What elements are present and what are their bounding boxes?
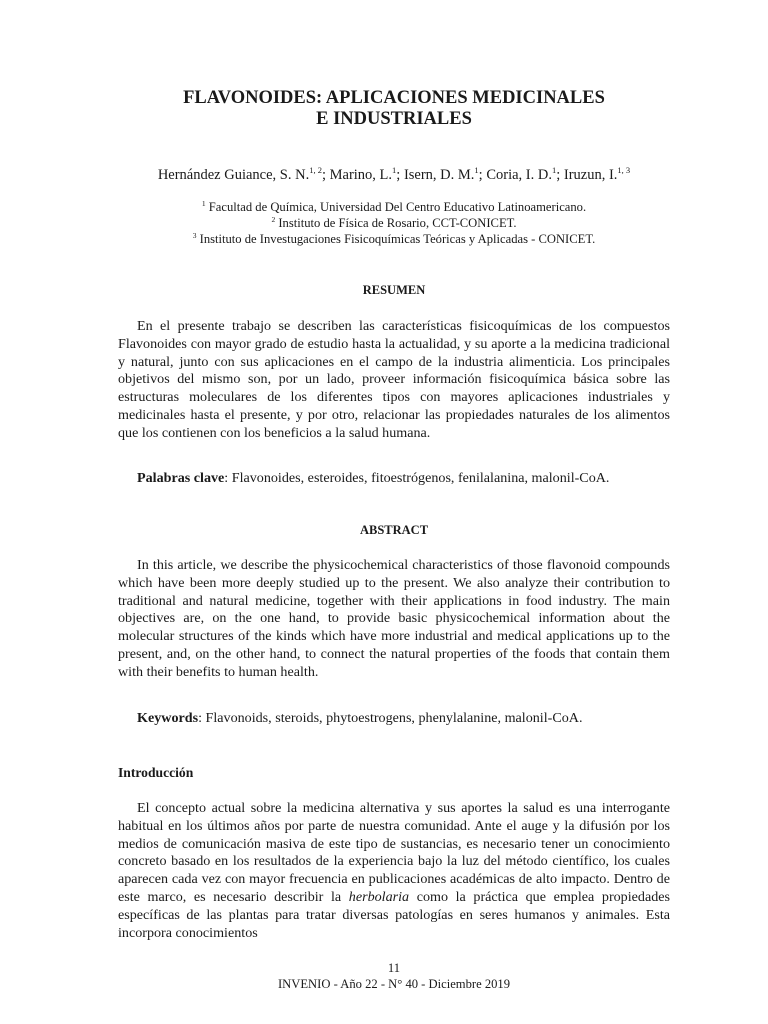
affiliation: $^3$ Instituto de Investugaciones Fisicoquímicas Teóricas y Aplicadas - CONICET. <box>192 231 596 246</box>
author: Marino, L.$^1$; <box>329 165 404 183</box>
author: Coria, I. D.$^1$; <box>486 165 564 183</box>
journal-footer: INVENIO - Año 22 - N° 40 - Diciembre 2019 <box>277 977 511 991</box>
affiliation-list <box>118 199 670 247</box>
affiliation: $^1$ Facultad de Química, Universidad Del Centro Educativo Latinoamericano. <box>201 199 587 214</box>
abstract-keywords: Keywords: Flavonoids, steroids, phytoestrogens, phenylalanine, malonil-CoA. <box>137 710 583 726</box>
title-line-2: E INDUSTRIALES <box>316 109 472 129</box>
herbolaria-term: herbolaria <box>348 888 410 905</box>
author: Isern, D. M.$^1$; <box>403 165 487 183</box>
resumen-heading: RESUMEN <box>362 283 426 297</box>
resumen-body: En el presente trabajo se describen las características fisicoquímicas de los compuestos Flavonoides con mayor grado de estudio hasta la actualidad, y su aporte a la medicina tradicional y natural, junto con sus aplicaciones en el campo de la industria alimenticia. Los principales objetivos del mismo son, por un lado, proveer información fisicoquímica básica sobre las estructuras moleculares de los diferentes tipos con mayores aplicaciones industriales y medicinales hasta el presente, y por otro, relacionar las propiedades naturales de los alimentos que los contienen con los beneficios a la salud humana. <box>118 318 670 441</box>
article-title <box>118 88 670 130</box>
author-list <box>118 166 670 184</box>
article-page <box>118 0 670 1024</box>
introduccion-body: El concepto actual sobre la medicina alternativa y sus aportes la salud es una interrogante habitual en los últimos años por parte de nuestra comunidad. Ante el auge y la difusión por los medios de comunicación masiva de este tipo de sustancias, es necesario tener un conocimiento concreto basado en los resultados de la experiencia bajo la luz del método científico, los cuales aparecen cada vez con mayor frecuencia en publicaciones académicas de alto impacto. Dentro de este marco, es necesario describir la herbolaria como la práctica que emplea propiedades específicas de las plantas para tratar diversas patologías en seres humanos y animales. Esta incorpora conocimientos <box>118 800 670 941</box>
author: Hernández Guiance, S. N.$^{1, 2}$; <box>157 165 330 183</box>
abstract-body: In this article, we describe the physicochemical characteristics of those flavonoid compounds which have been more deeply studied up to the present. We also analyze their contribution to traditional and natural medicine, together with their applications in food industry. The main objectives are, on the one hand, to provide basic physicochemical information about the molecular structures of the kinds which have more industrial and medical applications up to the present, and, on the other hand, to connect the natural properties of the foods that contain them with their benefits to human health. <box>118 557 670 680</box>
author: Iruzun, I.$^{1, 3}$ <box>563 165 631 183</box>
affiliation: $^2$ Instituto de Física de Rosario, CCT-CONICET. <box>271 215 517 230</box>
page-number: 11 <box>387 961 401 975</box>
abstract-heading: ABSTRACT <box>359 523 429 537</box>
introduccion-heading: Introducción <box>118 765 194 780</box>
resumen-keywords: Palabras clave: Flavonoides, esteroides, fitoestrógenos, fenilalanina, malonil-CoA. <box>137 470 610 486</box>
title-line-1: FLAVONOIDES: APLICACIONES MEDICINALES <box>183 88 605 108</box>
